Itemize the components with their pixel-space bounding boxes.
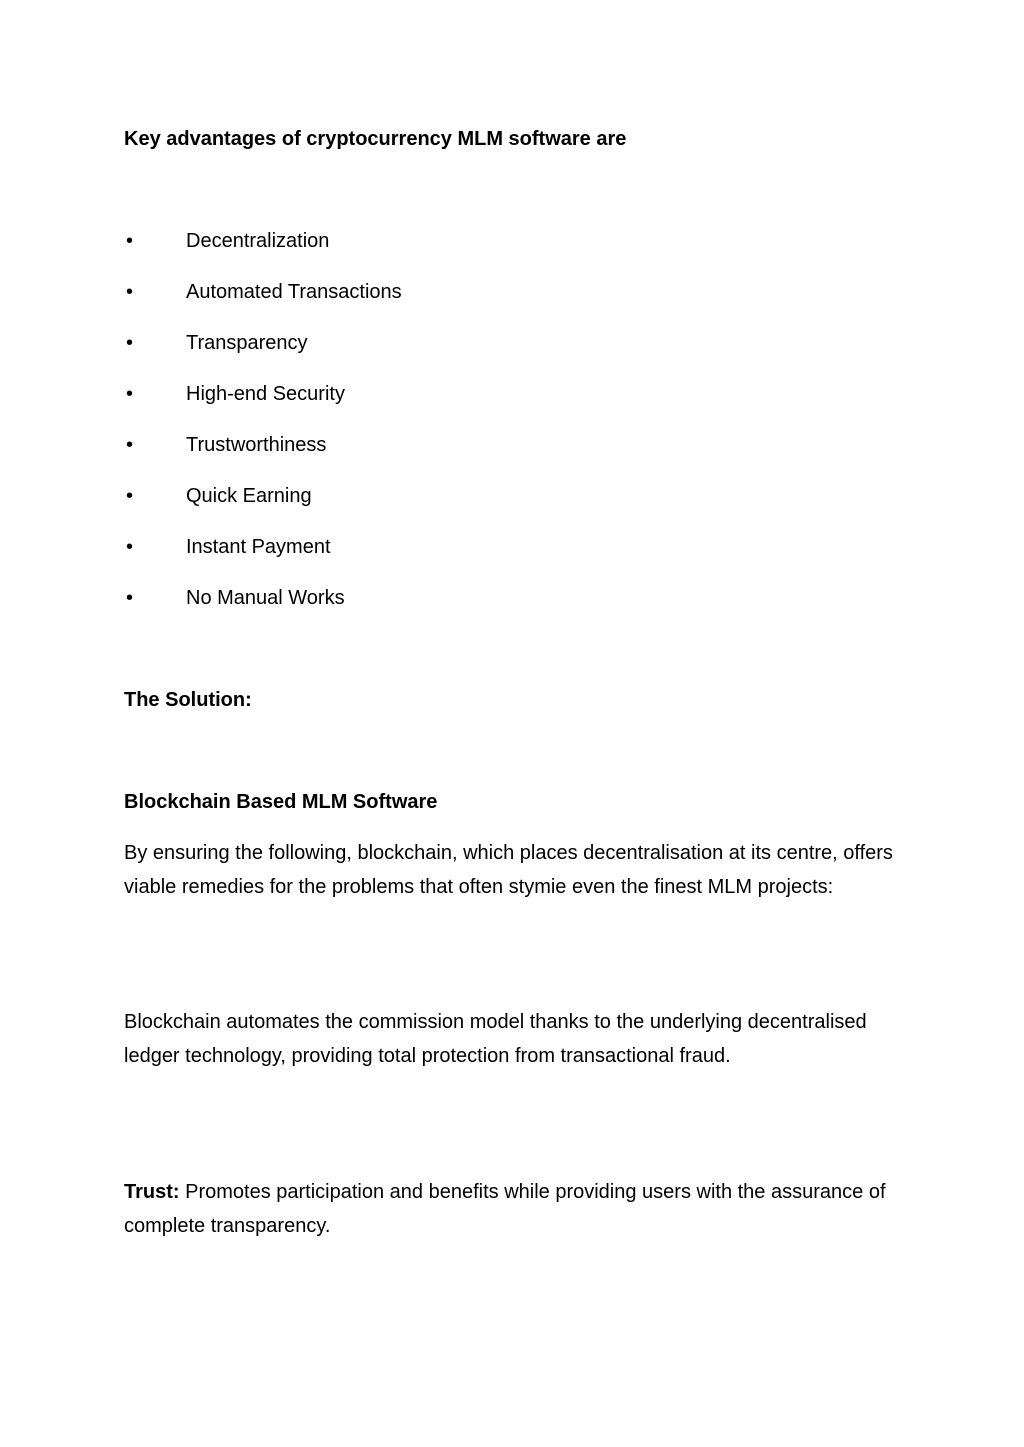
list-item-text: Trustworthiness [186,434,327,456]
bullet-icon: • [126,485,134,507]
list-item-text: Transparency [186,332,308,354]
list-item [124,228,402,279]
trust-text: Promotes participation and benefits while providing users with the assurance of complete transparency. [124,1181,886,1237]
intro-paragraph: By ensuring the following, blockchain, which places decentralisation at its centre, offers viable remedies for the problems that often stymie even the finest MLM projects: [124,842,893,898]
list-item [124,330,402,381]
solution-heading: The Solution: [124,689,252,711]
trust-label: Trust: [124,1181,180,1203]
list-item-text: Instant Payment [186,536,331,558]
bullet-icon: • [126,281,134,303]
bullet-icon: • [126,383,134,405]
advantages-heading: Key advantages of cryptocurrency MLM software are [124,128,627,150]
bullet-icon: • [126,587,134,609]
list-item [124,585,402,636]
list-item-text: High-end Security [186,383,345,405]
list-item [124,483,402,534]
list-item [124,279,402,330]
trust-paragraph [124,1175,904,1243]
blockchain-heading: Blockchain Based MLM Software [124,791,438,813]
bullet-icon: • [126,230,134,252]
list-item-text: Decentralization [186,230,330,252]
bullet-icon: • [126,536,134,558]
list-item [124,432,402,483]
bullet-icon: • [126,332,134,354]
list-item [124,534,402,585]
bullet-icon: • [126,434,134,456]
automation-paragraph: Blockchain automates the commission model thanks to the underlying decentralised ledger technology, providing total protection from transactional fraud. [124,1011,867,1067]
list-item-text: Quick Earning [186,485,312,507]
list-item [124,381,402,432]
list-item-text: No Manual Works [186,587,345,609]
list-item-text: Automated Transactions [186,281,402,303]
advantages-list [124,228,402,636]
